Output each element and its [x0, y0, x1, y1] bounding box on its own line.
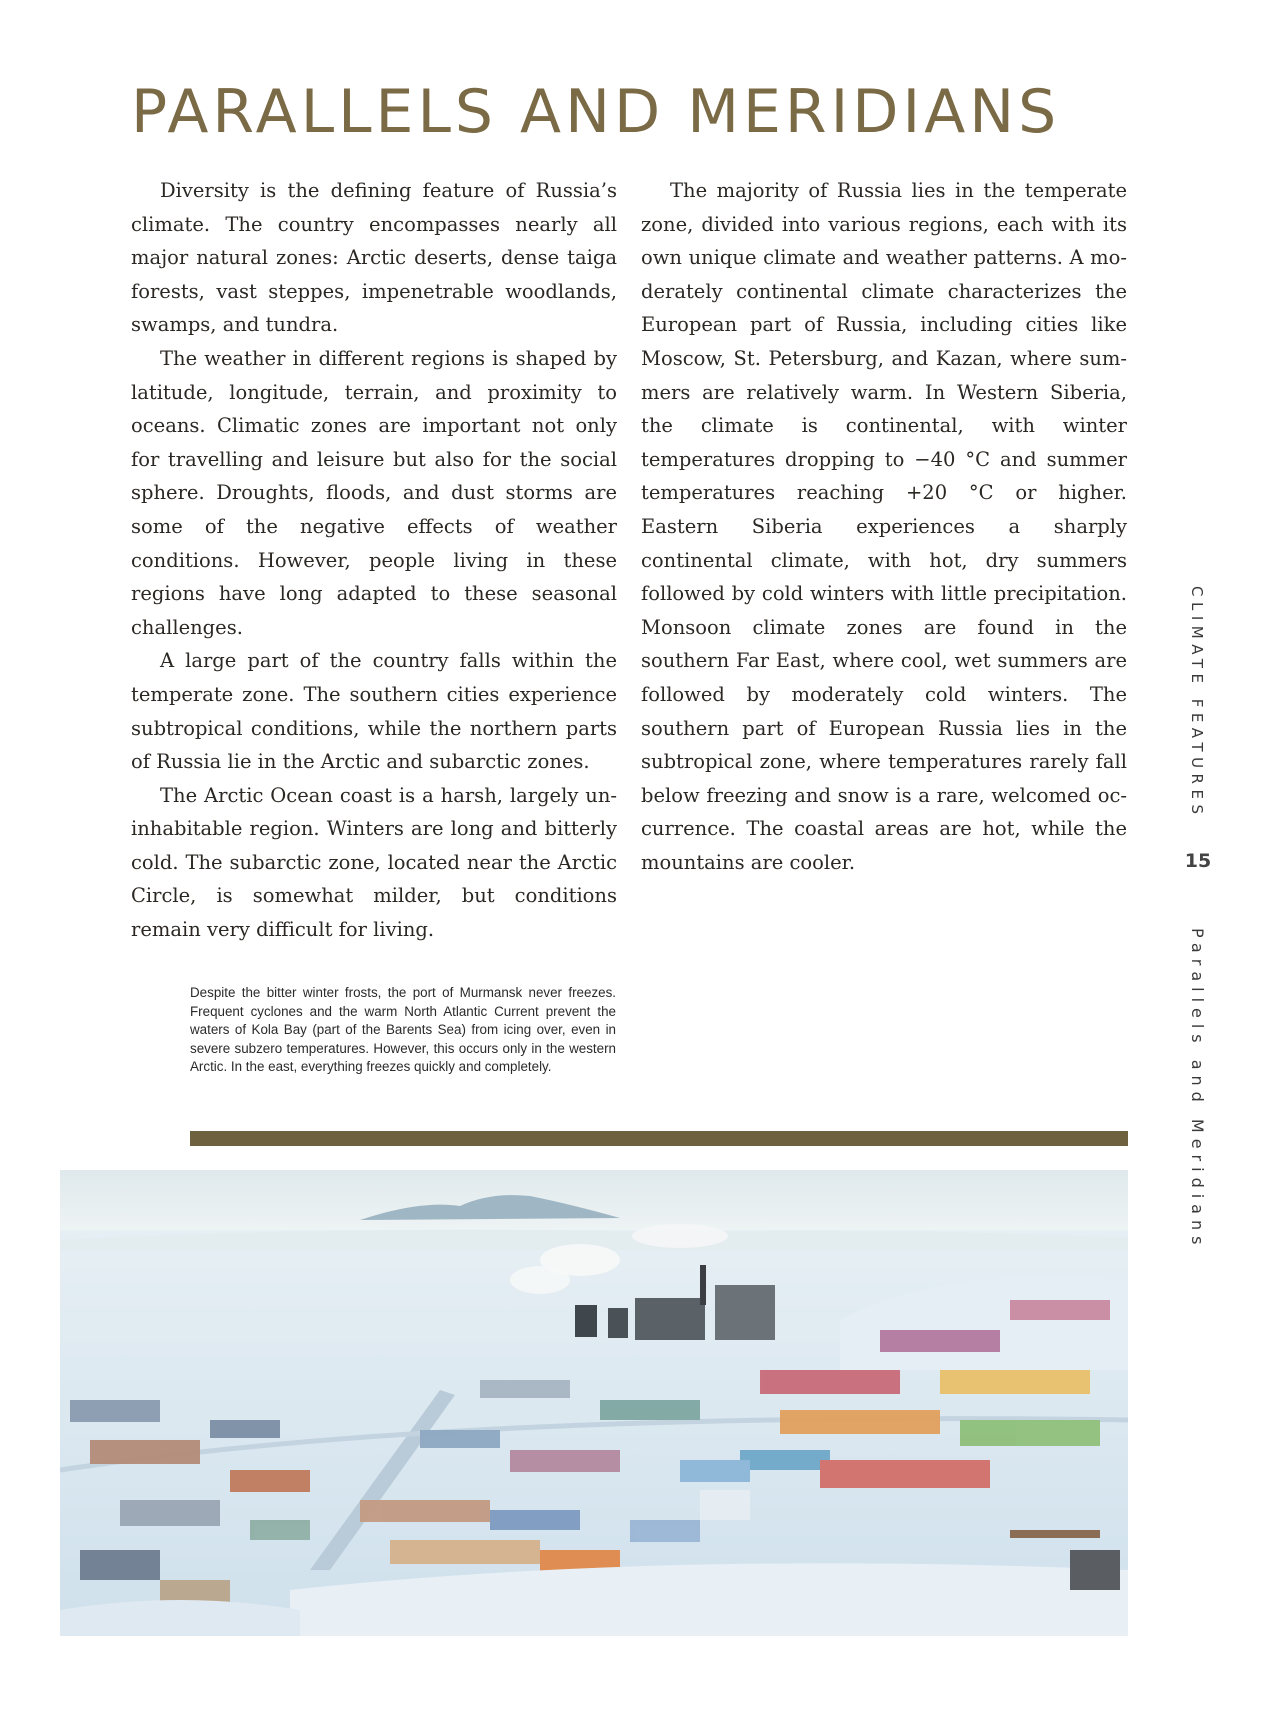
left-text-column — [131, 174, 617, 947]
paragraph: The Arctic Ocean coast is a harsh, largely uninhabitable region. Winters are long and bitterly cold. The subarctic zone, located near the Arctic Circle, is somewhat milder, but conditions remain very difficult for living. — [131, 783, 617, 942]
photo-caption: Despite the bitter winter frosts, the port of Murmansk never freezes. Frequent cyclones and the warm North Atlantic Current prevent the waters of Kola Bay (part of the Barents Sea) from icing over, even in severe subzero temperatures. However, this occurs only in the western Arctic. In the east, everything freezes quickly and completely. — [190, 985, 616, 1075]
chapter-label: Parallels and Meridians — [1188, 928, 1207, 1251]
arctic-city-photo — [60, 1170, 1128, 1636]
paragraph: A large part of the country falls within the temperate zone. The southern cities experience subtropical conditions, while the northern parts of Russia lie in the Arctic and subarctic zones. — [131, 649, 617, 774]
page-number: 15 — [1184, 850, 1212, 872]
paragraph: Diversity is the defining feature of Russia’s climate. The country encompasses nearly all major natural zones: Arctic deserts, dense taiga forests, vast steppes, impenetrable woodlands, swamps, and tundra. — [131, 179, 617, 337]
page-title: PARALLELS AND MERIDIANS — [131, 77, 1061, 147]
paragraph: The weather in different regions is shaped by latitude, longitude, terrain, and proximity to oceans. Climatic zones are important not only for travelling and leisure but also for the social sphere. Droughts, floods, and dust storms are some of the negative effects of weather conditions. However, people living in these regions have long adapted to these seasonal challenges. — [131, 346, 617, 639]
paragraph: The majority of Russia lies in the temperate zone, divided into various regions, each with its own unique climate and weather patterns. A moderately continental climate characterizes the European part of Russia, including cities like Moscow, St. Petersburg, and Kazan, where summers are relatively warm. In Western Siberia, the climate is continental, with winter temperatures dropping to −40 °C and summer temperatures reaching +20 °C or higher. Eastern Siberia experiences a sharply continental climate, with hot, dry summers followed by cold winters with little precipitation. Monsoon climate zones are found in the southern Far East, where cool, wet summers are followed by moderately cold winters. The southern part of European Russia lies in the subtropical zone, where temperatures rarely fall below freezing and snow is a rare, welcomed occurrence. The coastal areas are hot, while the mountains are cooler. — [641, 179, 1127, 874]
caption-divider-bar — [190, 1131, 1128, 1146]
right-text-column — [641, 174, 1127, 879]
section-label: CLIMATE FEATURES — [1188, 586, 1206, 820]
